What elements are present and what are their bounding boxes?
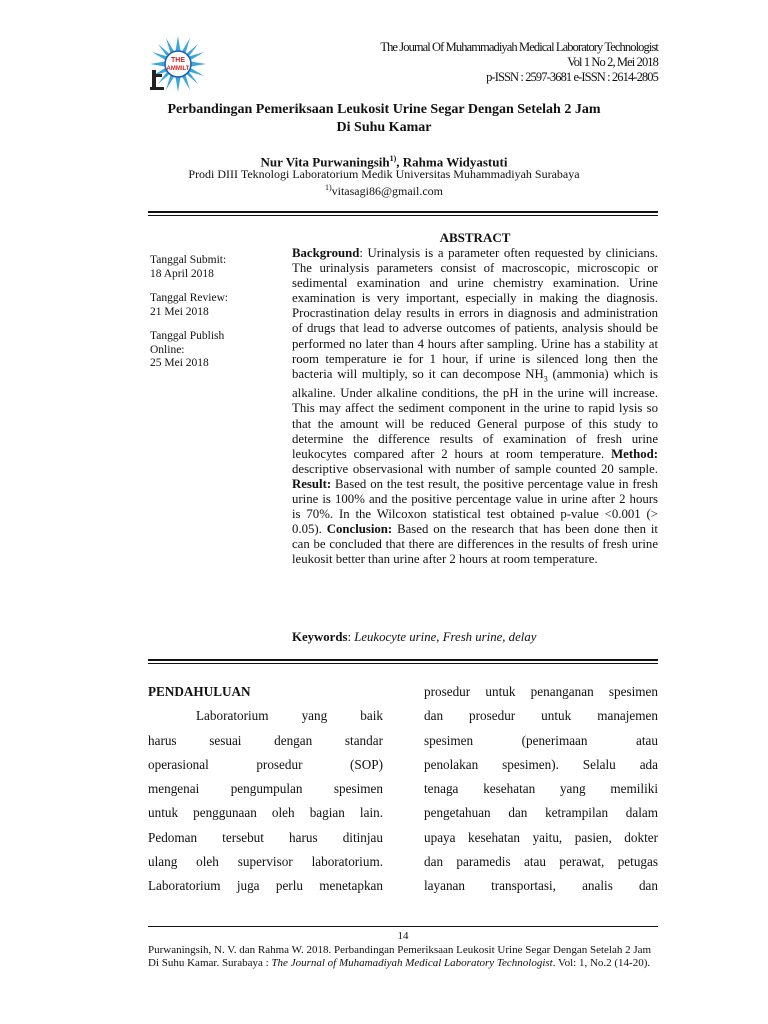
paragraph-line: prosedur untuk penanganan spesimen bbox=[424, 684, 658, 699]
paragraph-line: pengetahuan dan ketrampilan dalam bbox=[424, 805, 658, 821]
abstract-body: Background: Urinalysis is a parameter often requested by clinicians. The urinalysis parameters consist of macroscopic, microscopic or sedimental examination and urine chemistry examination. Urine examination is very important, especially in making the diagnosis. Procrastination delay results in errors in diagnosis and administration of drugs that lead to adverse outcomes of patients, analysis should be performed no later than 4 hours after sampling. Urine has a stability at room temperature ie for 1 hour, if urine is silenced long then the bacteria will multiply, so it can decompose $NH_3$ (ammonia) which is alkaline. Under alkaline conditions, the pH in the urine will increase. This may affect the sediment component in the urine to rapid lysis so that the amount will be reduced General purpose of this study to determine the difference results of examination of fresh urine leukocytes compared after 2 hours at room temperature. Method: descriptive observasional with number of sample counted 20 sample. Result: Based on the test result, the positive percentage value in fresh urine is 100% and the positive percentage value in urine after 2 hours is 70%. In the Wilcoxon statistical test obtained p-value <0.001 (> 0.05). Conclusion: Based on the research that has been done then it can be concluded that there are differences in the results of fresh urine leukosit better than urine after 2 hours at room temperature. bbox=[292, 246, 658, 567]
paragraph-line: Laboratorium yang baik bbox=[196, 708, 383, 724]
paragraph-line: Pedoman tersebut harus ditinjau bbox=[148, 829, 383, 845]
journal-header bbox=[380, 40, 658, 85]
author-1-sup: 1) bbox=[389, 154, 397, 163]
paragraph-line: Laboratorium juga perlu menetapkan bbox=[148, 878, 383, 894]
citation: Purwaningsih, N. V. dan Rahma W. 2018. Perbandingan Pemeriksaan Leukosit Urine Segar Dengan Setelah 2 Jam Di Suhu Kamar. Surabaya : The Journal of Muhamadiyah Medical Laboratory Technologist. Vol: 1, No.2 (14-20). bbox=[148, 944, 652, 969]
date-submit: Tanggal Submit: 18 April 2018 bbox=[150, 254, 227, 280]
title-line-1: Perbandingan Pemeriksaan Leukosit Urine Segar Dengan Setelah 2 Jam bbox=[167, 102, 601, 117]
header-rule-thick bbox=[148, 211, 658, 213]
journal-name: The Journal Of Muhammadiyah Medical Laboratory Technologist bbox=[380, 40, 658, 54]
citation-journal: The Journal of Muhamadiyah Medical Laboratory Technologist bbox=[271, 956, 553, 969]
date-publish: Tanggal Publish Online: 25 Mei 2018 bbox=[150, 330, 225, 369]
page-number: 14 bbox=[397, 930, 409, 942]
keywords-value: Leukocyte urine, Fresh urine, delay bbox=[354, 630, 537, 644]
journal-logo bbox=[148, 34, 208, 94]
paragraph-line: untuk penggunaan oleh bagian lain. bbox=[148, 805, 383, 821]
title-line-2: Di Suhu Kamar bbox=[336, 120, 432, 135]
method-label: Method: bbox=[611, 446, 658, 461]
keywords: Keywords: Leukocyte urine, Fresh urine, delay bbox=[292, 630, 537, 644]
paragraph-line: upaya kesehatan yaitu, pasien, dokter bbox=[424, 829, 658, 845]
body-column-right bbox=[424, 680, 658, 899]
email bbox=[120, 181, 648, 198]
paragraph-line: layanan transportasi, analis dan bbox=[424, 878, 658, 894]
date-review: Tanggal Review: 21 Mei 2018 bbox=[150, 292, 229, 318]
paragraph-line: operasional prosedur (SOP) bbox=[148, 756, 383, 772]
author-sep: , bbox=[396, 154, 403, 170]
journal-logo-icon bbox=[148, 34, 208, 94]
conclusion-label: Conclusion: bbox=[326, 522, 393, 537]
abstract-heading: ABSTRACT bbox=[439, 230, 511, 245]
keywords-label: Keywords bbox=[292, 630, 348, 644]
paragraph-line: tenaga kesehatan yang memiliki bbox=[424, 781, 658, 797]
email-address[interactable]: vitasagi86@gmail.com bbox=[331, 184, 444, 198]
affiliation: Prodi DIII Teknologi Laboratorium Medik Universitas Muhammadiyah Surabaya bbox=[188, 167, 580, 181]
paper-title bbox=[120, 101, 648, 137]
result-label: Result: bbox=[292, 476, 332, 491]
paragraph-line: penolakan spesimen). Selalu ada bbox=[424, 756, 658, 772]
abstract-rule-thin bbox=[148, 663, 658, 664]
article-dates bbox=[150, 254, 280, 382]
author-2: Rahma Widyastuti bbox=[402, 154, 508, 170]
paragraph-line: dan prosedur untuk manajemen bbox=[424, 708, 658, 724]
author-1: Nur Vita Purwaningsih bbox=[260, 154, 390, 170]
logo-ring bbox=[165, 51, 191, 77]
paragraph-line: ulang oleh supervisor laboratorium. bbox=[148, 854, 383, 870]
paragraph-line: harus sesuai dengan standar bbox=[148, 732, 383, 748]
abstract-rule-thick bbox=[148, 659, 658, 661]
body-column-left bbox=[148, 680, 383, 899]
logo-text-1: THE bbox=[171, 57, 185, 64]
paragraph-line: mengenai pengumpulan spesimen bbox=[148, 781, 383, 797]
paragraph-line: dan paramedis atau perawat, petugas bbox=[424, 854, 658, 870]
section-heading: PENDAHULUAN bbox=[148, 684, 251, 699]
journal-issn: p-ISSN : 2597-3681 e-ISSN : 2614-2805 bbox=[486, 70, 658, 84]
journal-volume: Vol 1 No 2, Mei 2018 bbox=[567, 55, 658, 69]
email-sup: 1) bbox=[324, 183, 332, 192]
bg-label: Background bbox=[292, 246, 360, 260]
paragraph-line: spesimen (penerimaan atau bbox=[424, 732, 658, 748]
logo-text-2: AMMILT bbox=[166, 66, 190, 72]
header-rule-thin bbox=[148, 215, 658, 216]
footer-rule bbox=[148, 926, 658, 927]
